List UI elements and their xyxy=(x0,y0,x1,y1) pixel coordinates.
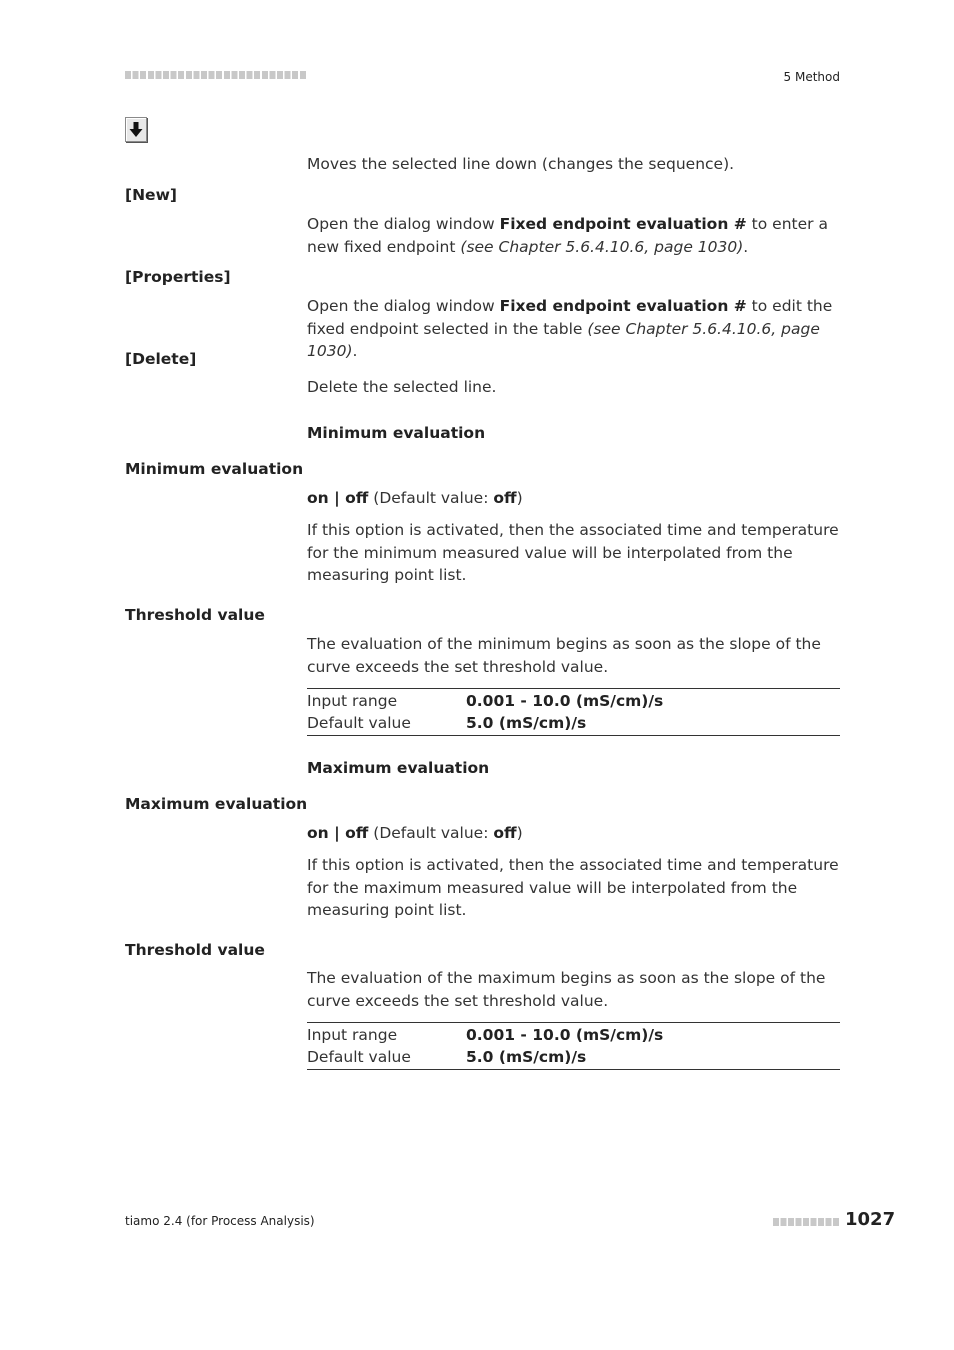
maximum-evaluation-options: on | off (Default value: off) xyxy=(307,824,523,842)
header-dots xyxy=(125,71,307,79)
table-row: Default value 5.0 (mS/cm)/s xyxy=(307,714,587,732)
footer-dots xyxy=(773,1218,839,1226)
chapter-reference[interactable]: (see Chapter 5.6.4.10.6, page 1030) xyxy=(307,319,820,360)
page-number: 1027 xyxy=(845,1209,896,1230)
arrow-down-icon xyxy=(129,121,143,138)
delete-description: Delete the selected line. xyxy=(307,378,497,396)
maximum-threshold-description: The evaluation of the maximum begins as soon as the slope of the curve exceeds the set threshold value. xyxy=(307,969,826,1010)
minimum-threshold-label: Threshold value xyxy=(125,606,265,624)
minimum-evaluation-label: Minimum evaluation xyxy=(125,460,304,478)
minimum-evaluation-description: If this option is activated, then the associated time and temperature for the minimum measured value will be interpolated from the measuring point list. xyxy=(307,521,839,584)
move-down-description: Moves the selected line down (changes the sequence). xyxy=(307,155,735,173)
minimum-threshold-description: The evaluation of the minimum begins as soon as the slope of the curve exceeds the set threshold value. xyxy=(307,635,821,676)
maximum-threshold-label: Threshold value xyxy=(125,941,265,959)
maximum-evaluation-label: Maximum evaluation xyxy=(125,795,308,813)
properties-label: [Properties] xyxy=(125,268,231,286)
chapter-reference[interactable]: (see Chapter 5.6.4.10.6, page 1030) xyxy=(460,237,744,256)
minimum-evaluation-options: on | off (Default value: off) xyxy=(307,489,523,507)
footer-product: tiamo 2.4 (for Process Analysis) xyxy=(125,1214,315,1228)
new-label: [New] xyxy=(125,186,177,204)
move-down-button[interactable] xyxy=(125,117,147,142)
properties-description: Open the dialog window Fixed endpoint evaluation # to edit the fixed endpoint selected in the table (see Chapter 5.6.4.10.6, page 1030). xyxy=(307,297,833,360)
chapter-title: 5 Method xyxy=(783,70,840,84)
minimum-threshold-table xyxy=(307,688,840,736)
minimum-evaluation-heading: Minimum evaluation xyxy=(307,424,486,442)
table-row: Input range 0.001 - 10.0 (mS/cm)/s xyxy=(307,1026,664,1044)
maximum-evaluation-heading: Maximum evaluation xyxy=(307,759,490,777)
table-row: Input range 0.001 - 10.0 (mS/cm)/s xyxy=(307,692,664,710)
delete-label: [Delete] xyxy=(125,350,197,368)
maximum-threshold-table xyxy=(307,1022,840,1070)
table-row: Default value 5.0 (mS/cm)/s xyxy=(307,1048,587,1066)
maximum-evaluation-description: If this option is activated, then the associated time and temperature for the maximum measured value will be interpolated from the measuring point list. xyxy=(307,856,839,919)
new-description: Open the dialog window Fixed endpoint evaluation # to enter a new fixed endpoint (see Chapter 5.6.4.10.6, page 1030). xyxy=(307,215,828,256)
